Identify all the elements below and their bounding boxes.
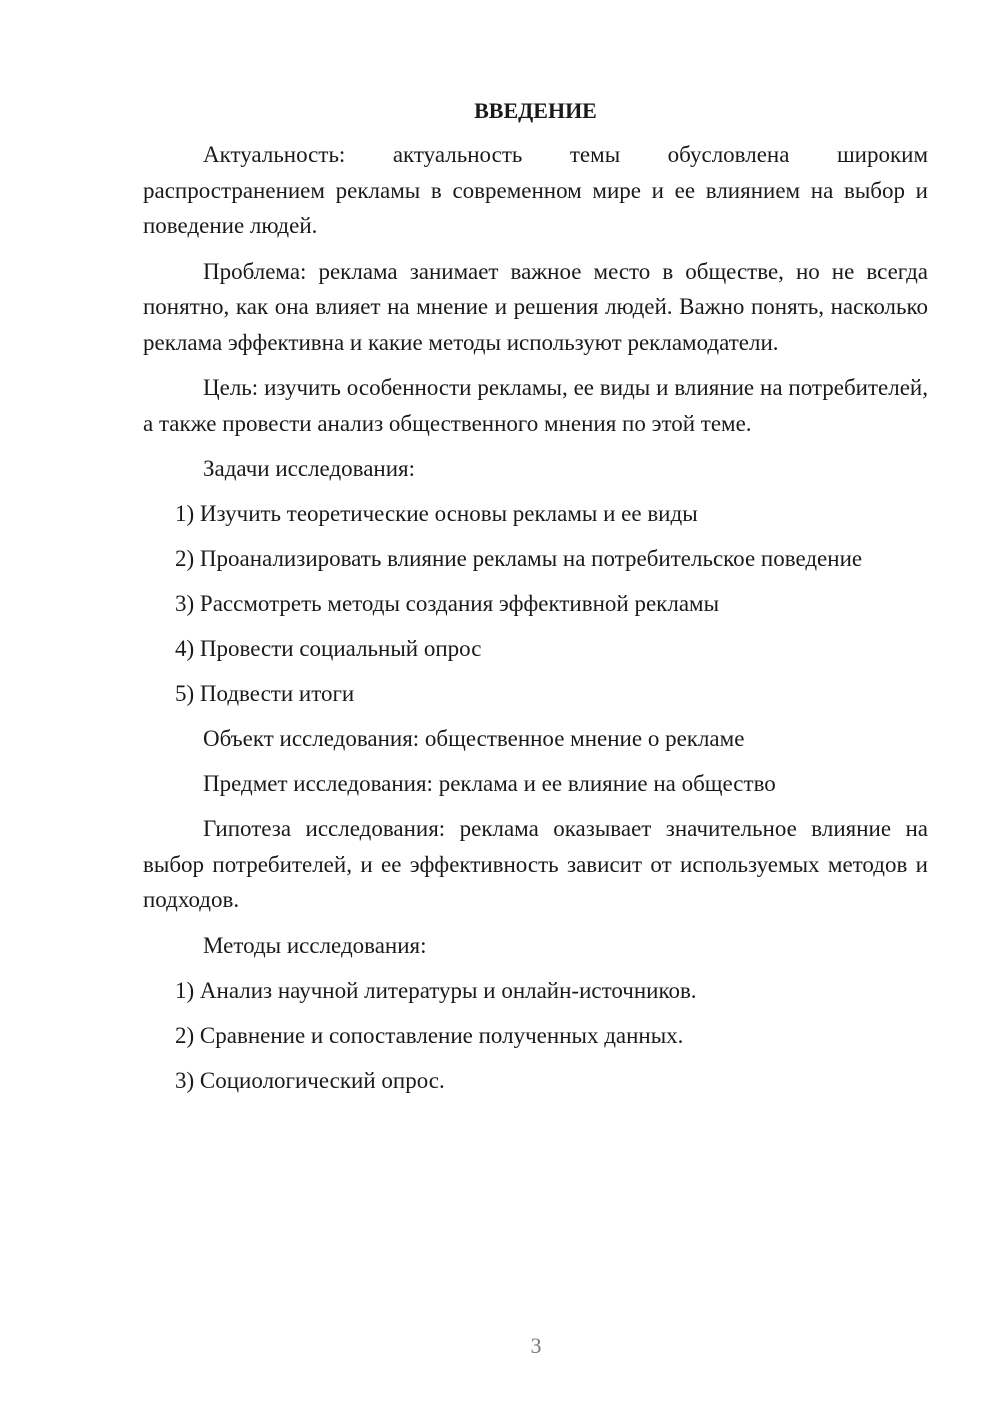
task-item: 1) Изучить теоретические основы рекламы и ее виды bbox=[175, 501, 698, 526]
task-item: 3) Рассмотреть методы создания эффективной рекламы bbox=[175, 591, 720, 616]
goal-paragraph: Цель: изучить особенности рекламы, ее виды и влияние на потребителей, а также провести анализ общественного мнения по этой теме. bbox=[143, 375, 928, 436]
page-number: 3 bbox=[530, 1333, 542, 1358]
page-content bbox=[143, 95, 928, 1108]
method-item: 1) Анализ научной литературы и онлайн-источников. bbox=[175, 977, 697, 1003]
methods-list bbox=[143, 973, 928, 1098]
methods-heading: Методы исследования: bbox=[203, 932, 427, 958]
method-item: 3) Социологический опрос. bbox=[175, 1067, 445, 1093]
tasks-heading: Задачи исследования: bbox=[203, 456, 416, 481]
problem-paragraph: Проблема: реклама занимает важное место в обществе, но не всегда понятно, как она влияет на мнение и решения людей. Важно понять, насколько реклама эффективна и какие методы используют рекламодатели. bbox=[143, 258, 928, 355]
tasks-list bbox=[143, 496, 928, 711]
task-item: 5) Подвести итоги bbox=[175, 681, 355, 706]
task-item: 4) Провести социальный опрос bbox=[175, 636, 482, 661]
page-title: ВВЕДЕНИЕ bbox=[474, 98, 597, 123]
object-line: Объект исследования: общественное мнение о рекламе bbox=[203, 726, 745, 751]
subject-line: Предмет исследования: реклама и ее влияние на общество bbox=[203, 771, 776, 796]
method-item: 2) Сравнение и сопоставление полученных данных. bbox=[175, 1022, 684, 1048]
task-item: 2) Проанализировать влияние рекламы на потребительское поведение bbox=[175, 546, 863, 571]
hypothesis-paragraph: Гипотеза исследования: реклама оказывает значительное влияние на выбор потребителей, и ее эффективность зависит от используемых методов и подходов. bbox=[143, 816, 928, 912]
relevance-paragraph: Актуальность: актуальность темы обусловлена широким распространением рекламы в современном мире и ее влиянием на выбор и поведение людей. bbox=[143, 142, 928, 238]
